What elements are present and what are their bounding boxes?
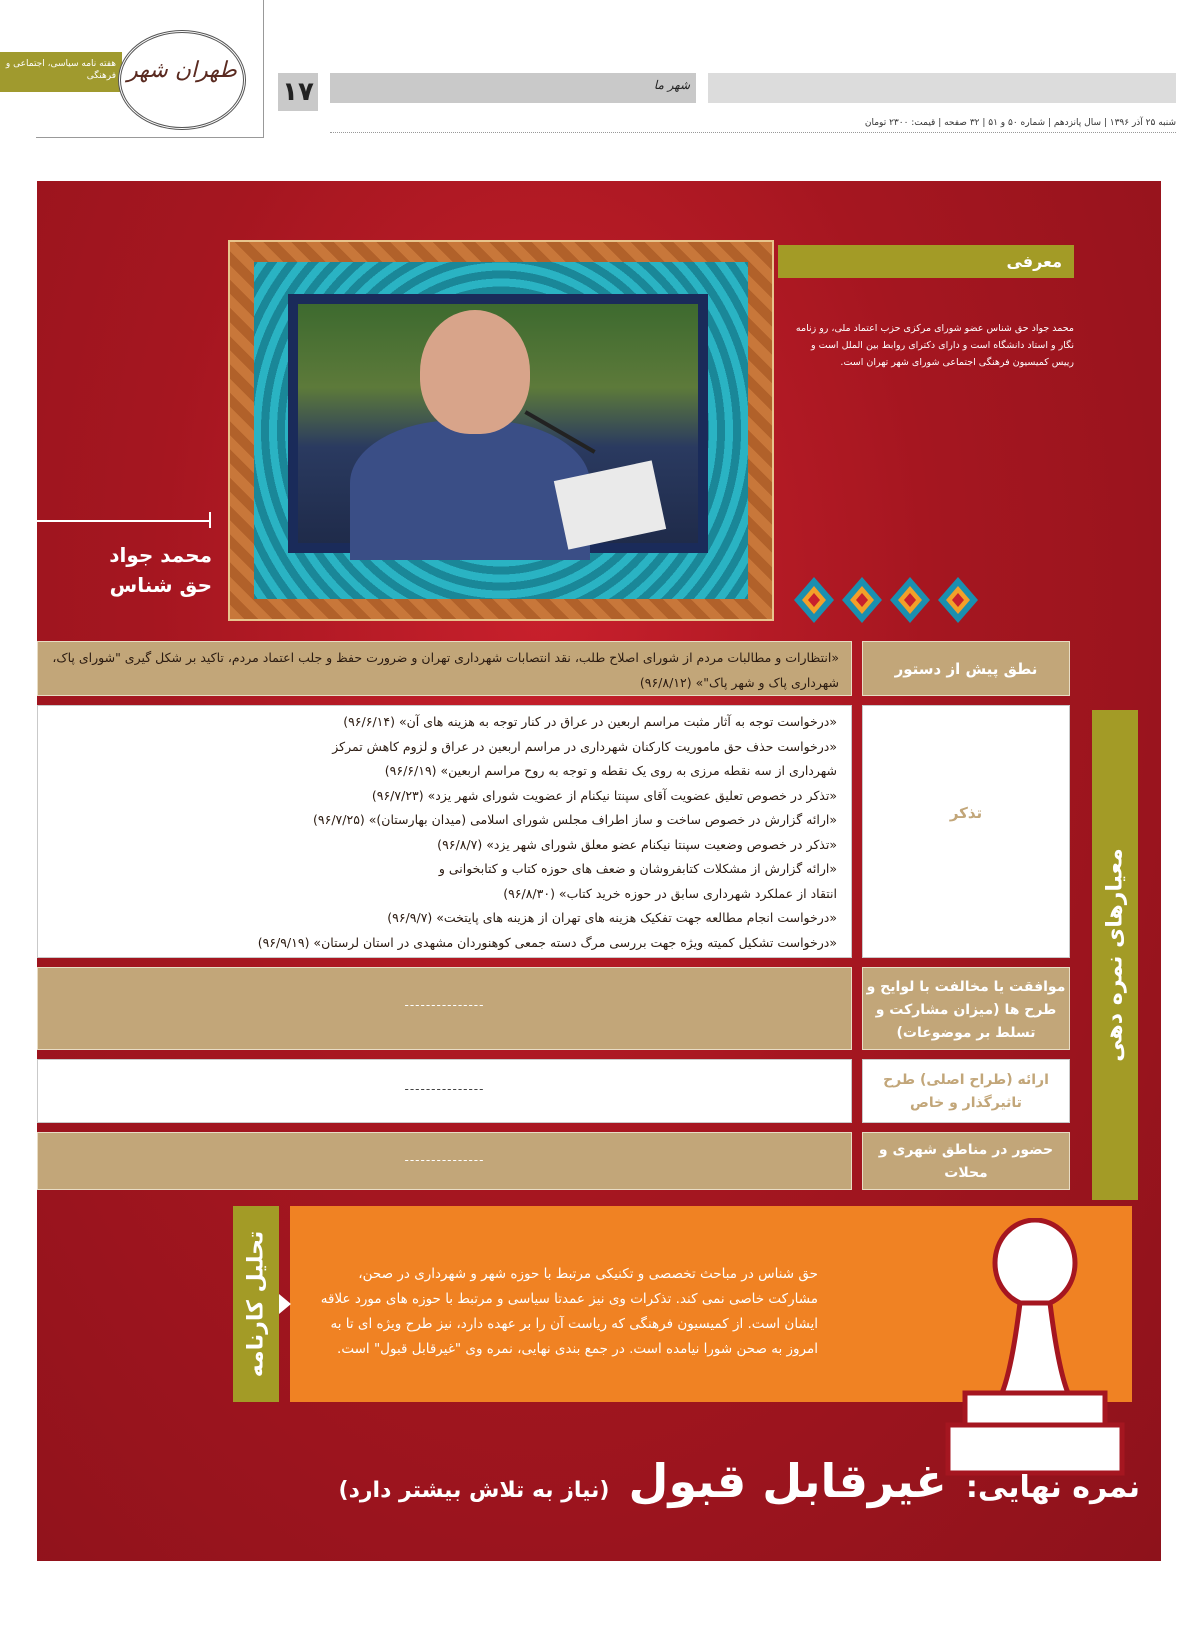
person-first-name: محمد جواد <box>109 543 212 567</box>
analysis-text: حق شناس در مباحث تخصصی و تکنیکی مرتبط با حوزه شهر و شهرداری در صحن، مشارکت خاصی نمی کند. تذکرات وی نیز عمدتا سیاسی و مرتبط با حوزه های مورد علاقه ایشان است. از کمیسیون فرهنگی که ریاست آن را بر عهده دارد، نیز طرح ویژه ای تا به امروز به صحن شورا نیامده است. در جمع بندی نهایی، نمره وی "غیرقابل قبول" است. <box>320 1266 818 1357</box>
notice-item: «درخواست توجه به آثار مثبت مراسم اربعین در عراق در کنار توجه به هزینه های آن» (۹۶/۶/۱۴) <box>343 714 837 729</box>
section-label: شهر ما <box>653 78 690 92</box>
analysis-tab-label: تحلیل کارنامه <box>243 1230 269 1378</box>
notice-label-cell <box>862 705 1070 958</box>
diamond-icon <box>794 577 834 623</box>
issue-info: شنبه ۲۵ آذر ۱۳۹۶ | سال پانزدهم | شماره ۵۰ و ۵۱ | ۳۲ صفحه | قیمت: ۲۳۰۰ تومان <box>330 118 1176 133</box>
notice-label: تذکر <box>949 804 983 822</box>
notice-item: «درخواست انجام مطالعه جهت تفکیک هزینه های تهران از هزینه های پایتخت» (۹۶/۹/۷) <box>387 910 837 925</box>
presence-value-cell <box>37 1132 852 1190</box>
notice-text-cell <box>37 705 852 958</box>
plans-label: ارائه (طراح اصلی) طرح تاثیرگذار و خاص <box>883 1072 1049 1111</box>
diamond-icon <box>842 577 882 623</box>
final-score <box>60 1454 1140 1508</box>
speech-text: «انتظارات و مطالبات مردم از شورای اصلاح طلب، نقد انتصابات شهرداری تهران و ضرورت حفظ و جلب اعتماد مردم، تاکید بر شکل گیری "شورای پاک، شهرداری پاک و شهر پاک"» (۹۶/۸/۱۲) <box>52 650 839 690</box>
plans-value: --------------- <box>404 1082 485 1096</box>
notice-list <box>38 706 851 955</box>
notice-item: «ارائه گزارش از مشکلات کتابفروشان و ضعف های حوزه کتاب و کتابخوانی و <box>438 861 837 876</box>
notice-item: «ارائه گزارش در خصوص ساخت و ساز اطراف مجلس شورای اسلامی (میدان بهارستان)» (۹۶/۷/۲۵) <box>313 812 837 827</box>
notice-item: شهرداری از سه نقطه مرزی به روی یک نقطه و توجه به روح مراسم اربعین» (۹۶/۶/۱۹) <box>384 763 837 778</box>
bills-label: موافقت یا مخالفت با لوایح و طرح ها (میزان مشارکت و تسلط بر موضوعات) <box>866 979 1066 1041</box>
speech-label-cell <box>862 641 1070 696</box>
speech-text-cell <box>37 641 852 696</box>
presence-label: حضور در مناطق شهری و محلات <box>878 1142 1054 1181</box>
name-rule <box>37 520 211 522</box>
stamp-icon <box>940 1218 1130 1478</box>
intro-heading: معرفی <box>778 245 1074 278</box>
logo-text: طهران شهر <box>127 58 237 83</box>
bills-value-cell <box>37 967 852 1050</box>
diamond-icon <box>938 577 978 623</box>
person-name <box>40 540 212 600</box>
notice-item: «درخواست تشکیل کمیته ویژه جهت بررسی مرگ دسته جمعی کوهنوردان مشهدی در استان لرستان» (۹۶/۹/۱۹) <box>257 934 837 950</box>
notice-item: «تذکر در خصوص وضعیت سپنتا نیکنام عضو معلق شورای شهر یزد» (۹۶/۸/۷) <box>437 836 837 852</box>
plans-value-cell <box>37 1059 852 1123</box>
arrow-right-icon <box>279 1294 291 1314</box>
criteria-title-text: معیارهای نمره دهی <box>1102 848 1128 1062</box>
bills-value: --------------- <box>404 998 485 1012</box>
presence-label-cell <box>862 1132 1070 1190</box>
plans-label-cell <box>862 1059 1070 1123</box>
diamond-ornaments <box>792 575 992 625</box>
photo-figure-body <box>350 420 590 560</box>
notice-item: «درخواست حذف حق ماموریت کارکنان شهرداری در مراسم اربعین در عراق و لزوم کاهش تمرکز <box>332 738 837 754</box>
speech-label: نطق پیش از دستور <box>894 660 1038 678</box>
intro-text: محمد جواد حق شناس عضو شورای مرکزی حزب اعتماد ملی، رو زنامه نگار و استاد دانشگاه است و دارای دکترای روابط بین الملل است و رییس کمیسیون فرهنگی اجتماعی شورای شهر تهران است. <box>795 323 1074 368</box>
final-score-prefix: نمره نهایی: <box>965 1470 1140 1505</box>
header-bar <box>708 73 1176 103</box>
diamond-icon <box>890 577 930 623</box>
magazine-tag: هفته نامه سیاسی، اجتماعی و فرهنگی <box>0 52 122 92</box>
presence-value: --------------- <box>404 1153 485 1167</box>
photo-figure-head <box>420 310 530 434</box>
page-number: ۱۷ <box>278 73 318 111</box>
final-score-grade: غیرقابل قبول <box>628 1454 947 1508</box>
person-last-name: حق شناس <box>109 573 212 597</box>
name-rule-tick <box>209 512 211 528</box>
notice-item: انتقاد از عملکرد شهرداری سابق در حوزه خرید کتاب» (۹۶/۸/۳۰) <box>503 885 837 901</box>
criteria-title <box>1092 710 1138 1200</box>
analysis-tab <box>233 1206 279 1402</box>
section-bar <box>330 73 696 103</box>
bills-label-cell <box>862 967 1070 1050</box>
notice-item: «تذکر در خصوص تعلیق عضویت آقای سپنتا نیکنام از عضویت شورای شهر یزد» (۹۶/۷/۲۳) <box>371 787 837 803</box>
final-score-note: (نیاز به تلاش بیشتر دارد) <box>338 1478 610 1503</box>
